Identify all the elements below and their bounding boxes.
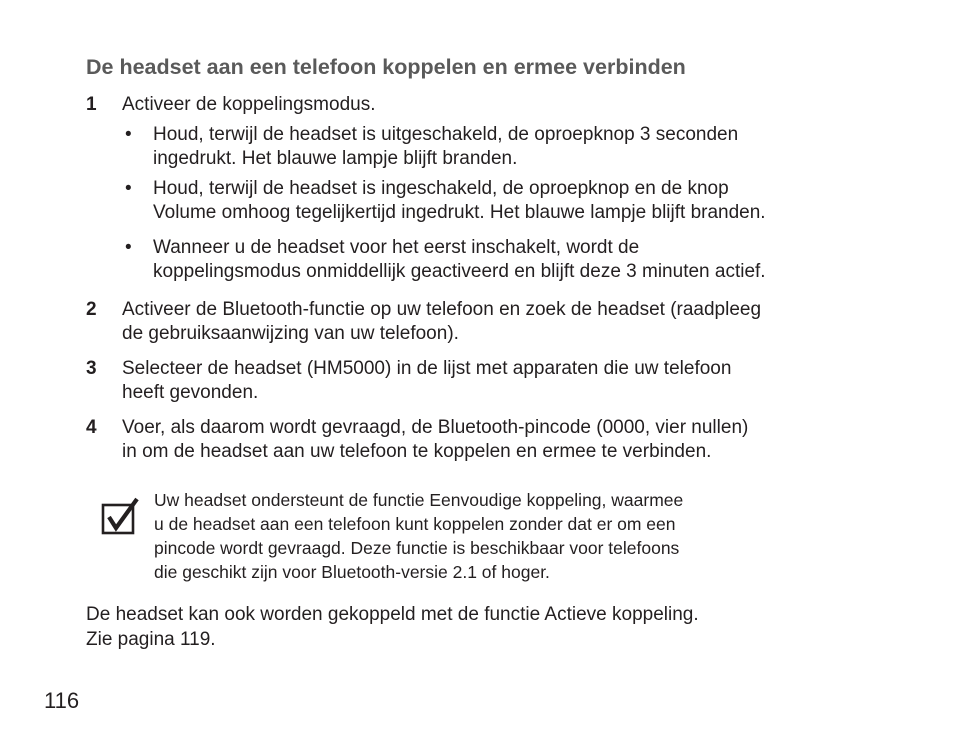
step-text-line: heeft gevonden. xyxy=(122,382,259,403)
bullet-dot: • xyxy=(125,178,132,199)
bullet-text-line: koppelingsmodus onmiddellijk geactiveerd en blijft deze 3 minuten actief. xyxy=(153,261,766,282)
bullet-item-1 xyxy=(125,123,885,171)
note-text xyxy=(154,488,834,584)
bullet-dot: • xyxy=(125,237,132,258)
footer-paragraph xyxy=(86,602,886,652)
step-text-line: Activeer de Bluetooth-functie op uw telefoon en zoek de headset (raadpleeg xyxy=(122,299,762,320)
bullet-item-3 xyxy=(125,236,885,284)
bullet-text-line: Houd, terwijl de headset is uitgeschakeld, de oproepknop 3 seconden xyxy=(153,124,739,145)
page-number: 116 xyxy=(44,688,80,713)
footer-text-line: De headset kan ook worden gekoppeld met de functie Actieve koppeling. xyxy=(86,604,699,625)
section-heading: De headset aan een telefoon koppelen en ermee verbinden xyxy=(86,55,686,79)
step-text xyxy=(122,416,886,464)
bullet-text xyxy=(153,177,885,225)
step-number: 3 xyxy=(86,358,97,379)
step-2 xyxy=(86,298,886,346)
note-text-line: Uw headset ondersteunt de functie Eenvoudige koppeling, waarmee xyxy=(154,490,684,510)
step-text-line: in om de headset aan uw telefoon te koppelen en ermee te verbinden. xyxy=(122,441,712,462)
step-text-line: Selecteer de headset (HM5000) in de lijst met apparaten die uw telefoon xyxy=(122,358,732,379)
step-number: 1 xyxy=(86,94,97,115)
bullet-text-line: Volume omhoog tegelijkertijd ingedrukt. Het blauwe lampje blijft branden. xyxy=(153,202,766,223)
step-text-line: Voer, als daarom wordt gevraagd, de Bluetooth-pincode (0000, vier nullen) xyxy=(122,417,749,438)
step-text xyxy=(122,93,886,117)
bullet-text xyxy=(153,236,885,284)
step-number: 2 xyxy=(86,299,97,320)
bullet-text xyxy=(153,123,885,171)
note-text-line: u de headset aan een telefoon kunt koppelen zonder dat er om een xyxy=(154,514,676,534)
bullet-dot: • xyxy=(125,124,132,145)
bullet-text-line: Houd, terwijl de headset is ingeschakeld, de oproepknop en de knop xyxy=(153,178,729,199)
step-text-line: Activeer de koppelingsmodus. xyxy=(122,94,376,115)
step-3 xyxy=(86,357,886,405)
step-text xyxy=(122,357,886,405)
checkbox-check-icon xyxy=(101,496,141,536)
note-text-line: die geschikt zijn voor Bluetooth-versie 2.1 of hoger. xyxy=(154,562,550,582)
step-number: 4 xyxy=(86,417,97,438)
step-text xyxy=(122,298,886,346)
step-text-line: de gebruiksaanwijzing van uw telefoon). xyxy=(122,323,459,344)
bullet-text-line: ingedrukt. Het blauwe lampje blijft branden. xyxy=(153,148,518,169)
step-4 xyxy=(86,416,886,464)
step-1 xyxy=(86,93,886,117)
note-text-line: pincode wordt gevraagd. Deze functie is beschikbaar voor telefoons xyxy=(154,538,680,558)
bullet-text-line: Wanneer u de headset voor het eerst inschakelt, wordt de xyxy=(153,237,640,258)
bullet-item-2 xyxy=(125,177,885,225)
footer-text-line: Zie pagina 119. xyxy=(86,629,216,650)
